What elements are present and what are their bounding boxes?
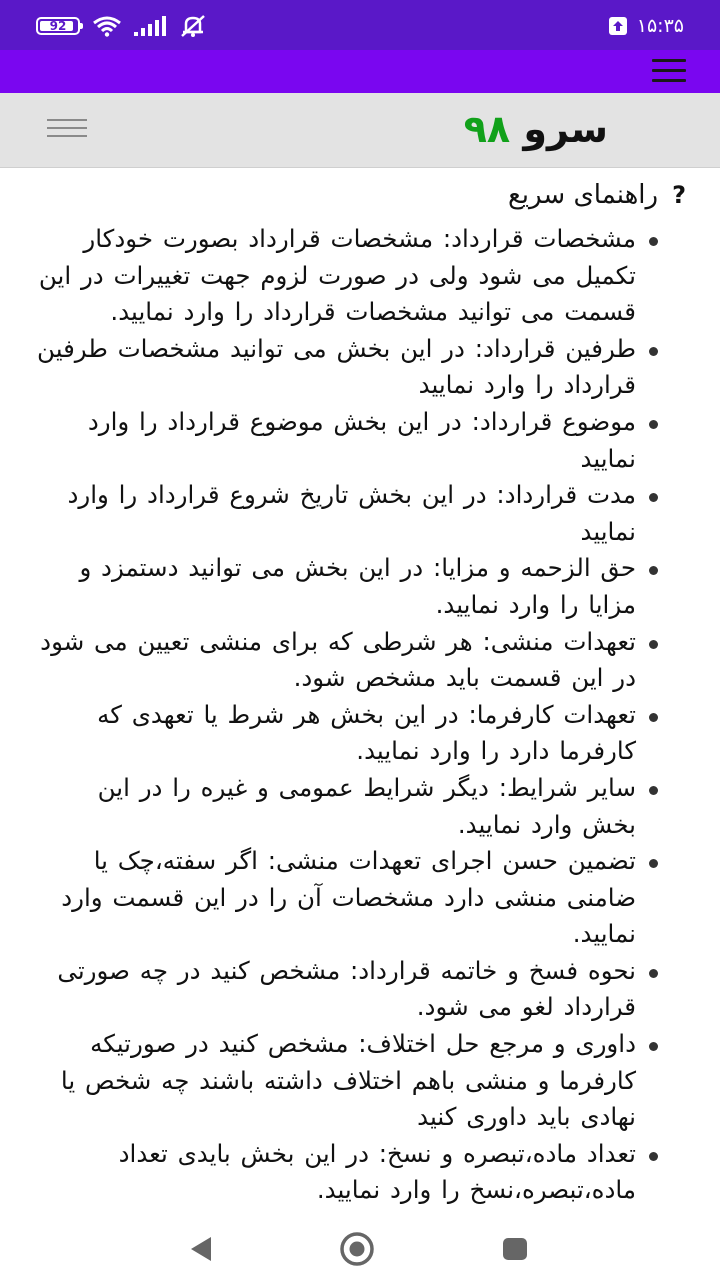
status-icons-right (609, 12, 684, 40)
list-item: تعداد ماده،تبصره و نسخ: در این بخش بایدی تعداد ماده،تبصره،نسخ را وارد نمایید. (36, 1136, 636, 1209)
upload-icon (609, 17, 627, 35)
status-time: ۱۵:۳۵ (636, 15, 684, 37)
battery-level: 92 (49, 19, 67, 33)
list-item: طرفین قرارداد: در این بخش می توانید مشخصات طرفین قرارداد را وارد نمایید (36, 331, 636, 404)
list-item: مدت قرارداد: در این بخش تاریخ شروع قرارداد را وارد نمایید (36, 477, 636, 550)
hamburger-menu-icon[interactable] (47, 119, 87, 139)
mute-icon (178, 14, 208, 38)
logo-word: سرو (523, 107, 608, 151)
system-nav-bar (0, 1217, 720, 1280)
logo-number: ۹۸ (463, 107, 511, 151)
status-icons-left (36, 14, 208, 38)
battery-icon (36, 17, 80, 35)
back-icon[interactable] (178, 1229, 224, 1269)
wifi-icon (92, 15, 122, 37)
list-item: داوری و مرجع حل اختلاف: مشخص کنید در صورتیکه کارفرما و منشی باهم اختلاف داشته باشند چه شخص یا نهادی باید داوری کنید (36, 1026, 636, 1136)
toolbar-menu-icon[interactable] (652, 59, 686, 83)
list-item: موضوع قرارداد: در این بخش موضوع قرارداد را وارد نمایید (36, 404, 636, 477)
list-item: حق الزحمه و مزایا: در این بخش می توانید دستمزد و مزایا را وارد نمایید. (36, 550, 636, 623)
recents-icon[interactable] (492, 1229, 538, 1269)
battery-tip (80, 23, 83, 29)
signal-icon (134, 16, 166, 36)
main-content (0, 167, 720, 1217)
app-toolbar (0, 50, 720, 93)
list-item: نحوه فسخ و خاتمه قرارداد: مشخص کنید در چه صورتی قرارداد لغو می شود. (36, 953, 636, 1026)
list-item: تعهدات کارفرما: در این بخش هر شرط یا تعهدی که کارفرما دارد را وارد نمایید. (36, 697, 636, 770)
list-item: تضمین حسن اجرای تعهدات منشی: اگر سفته،چک یا ضامنی منشی دارد مشخصات آن را در این قسمت وارد نمایید. (36, 843, 636, 953)
site-header (0, 93, 720, 168)
site-logo[interactable] (464, 105, 608, 153)
question-icon: ? (672, 181, 686, 209)
list-item: سایر شرایط: دیگر شرایط عمومی و غیره را در این بخش وارد نمایید. (36, 770, 636, 843)
list-item: مشخصات قرارداد: مشخصات قرارداد بصورت خودکار تکمیل می شود ولی در صورت لزوم جهت تغییرات در این قسمت می توانید مشخصات قرارداد را وارد نمایید. (36, 221, 636, 331)
guide-list (36, 221, 636, 1209)
home-icon[interactable] (334, 1229, 380, 1269)
list-item: تعهدات منشی: هر شرطی که برای منشی تعیین می شود در این قسمت باید مشخص شود. (36, 624, 636, 697)
status-bar (0, 0, 720, 50)
section-title-text: راهنمای سریع (507, 180, 659, 210)
section-title (508, 175, 686, 215)
